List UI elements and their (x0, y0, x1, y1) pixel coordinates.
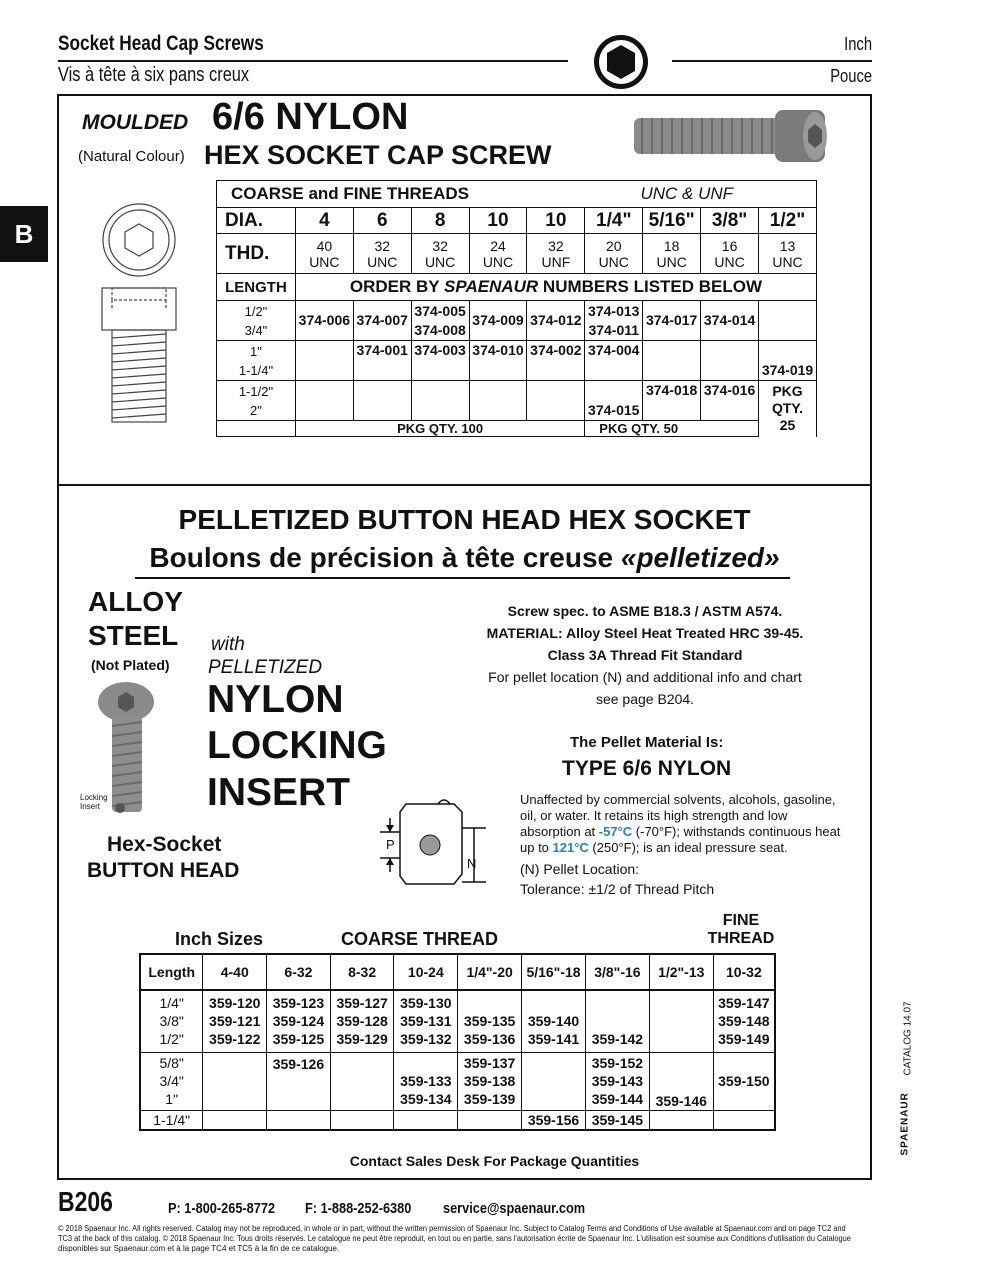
table-header-row (140, 954, 775, 990)
unit-fr: Pouce (830, 66, 872, 86)
dia-cell: 8 (411, 208, 469, 234)
spec-block (440, 600, 850, 710)
table-row: 5/8" 3/4" 1" 359-126 359-133 359-134 359-137 359-138 359-139 359-152 359-143 359-144 359-146 359-150 (140, 1052, 775, 1110)
cap-screw-drawing (94, 198, 184, 428)
dia-cell: 1/2" (759, 208, 817, 234)
dia-cell: 6 (353, 208, 411, 234)
table-row: 1-1/4" 359-156 359-145 (140, 1110, 775, 1130)
pkg-25: 25 (779, 417, 796, 434)
moulded-label: MOULDED (82, 111, 189, 134)
fax-number: F: 1-888-252-6380 (305, 1200, 412, 1217)
fine-thread-label: FINE THREAD (707, 912, 775, 947)
hex-socket-label: Hex-Socket (107, 833, 222, 856)
thd-cell: 16 UNC (701, 234, 759, 274)
thd-cell: 18 UNC (643, 234, 701, 274)
col-header: 1/2"-13 (649, 954, 713, 990)
title-underline (135, 577, 790, 579)
temp-low: -57°C (598, 824, 633, 839)
brand-vertical: SPAENAUR (899, 1092, 911, 1156)
length-cell: 1-1/2" 2" (217, 381, 296, 421)
with-label: with (211, 634, 245, 655)
page-number: B206 (58, 1186, 113, 1217)
col-header: 10-24 (394, 954, 458, 990)
phone-number: P: 1-800-265-8772 (168, 1200, 276, 1217)
page-subtitle: Vis à tête à six pans creux (58, 64, 250, 86)
spec-line: MATERIAL: Alloy Steel Heat Treated HRC 39-45. (486, 625, 804, 641)
table-row: 1/2" 3/4" 374-006 374-007 374-005 374-008 374-009 374-012 374-013 374-011 374-017 374-014 (217, 301, 817, 341)
col-header: 4-40 (203, 954, 267, 990)
length-header-row (217, 274, 817, 301)
col-header: 1/4"-20 (458, 954, 522, 990)
header-rule-right (672, 60, 872, 62)
spec-line: For pellet location (N) and additional info and chart (488, 669, 802, 685)
header-rule-left (58, 60, 568, 62)
brand-name: SPAENAUR (444, 277, 539, 296)
button-head-label: BUTTON HEAD (87, 859, 240, 882)
insert-label: INSERT (207, 771, 351, 814)
unit-en: Inch (844, 34, 872, 54)
spec-line: Class 3A Thread Fit Standard (547, 647, 743, 663)
dia-cell: 4 (295, 208, 353, 234)
product-title: HEX SOCKET CAP SCREW (204, 140, 552, 170)
temp-high: 121°C (552, 840, 589, 855)
pellet-type: TYPE 6/6 NYLON (562, 757, 732, 780)
col-header: Length (140, 954, 203, 990)
pelletized-title: PELLETIZED BUTTON HEAD HEX SOCKET (178, 504, 751, 535)
pellet-description: Unaffected by commercial solvents, alcohols, gasoline, oil, or water. It retains its high strength and low absorption at -57°C (-70°F); withstands continuous heat up to 121°C (250°F); is an ideal pressure seat. (520, 792, 841, 855)
pkg-qty-50: PKG QTY. 50 (585, 421, 759, 437)
tolerance-label: Tolerance: ±1/2 of Thread Pitch (520, 881, 715, 897)
dia-cell: 10 (469, 208, 527, 234)
length-label: LENGTH (217, 274, 296, 301)
dia-cell: 3/8" (701, 208, 759, 234)
diagram-label-n: N (467, 856, 477, 871)
thread-title: COARSE and FINE THREADS (231, 184, 470, 203)
spec-line: Screw spec. to ASME B18.3 / ASTM A574. (507, 603, 783, 619)
contact-note: Contact Sales Desk For Package Quantities (349, 1153, 640, 1169)
col-header: 5/16"-18 (522, 954, 586, 990)
length-cell: 1" 1-1/4" (217, 341, 296, 381)
coarse-thread-label: COARSE THREAD (341, 929, 499, 949)
natural-colour-label: (Natural Colour) (78, 148, 185, 165)
table-row: 1-1/2" 2" 374-015 374-018 374-016 PKG QTY. 25 (217, 381, 817, 421)
pkg-qty-100: PKG QTY. 100 (295, 421, 584, 437)
col-header: 3/8"-16 (585, 954, 649, 990)
section-tab: B (0, 206, 48, 262)
not-plated-label: (Not Plated) (91, 657, 170, 673)
pellet-location-diagram (378, 798, 490, 890)
col-header: 6-32 (267, 954, 331, 990)
thread-standard: UNC & UNF (640, 184, 734, 203)
pellet-location-label: (N) Pellet Location: (520, 861, 640, 877)
pelletized-label: PELLETIZED (208, 657, 323, 678)
inch-sizes-label: Inch Sizes (175, 929, 264, 949)
thd-cell: 20 UNC (585, 234, 643, 274)
catalog-version: CATALOG 14.07 (902, 1001, 914, 1076)
thd-row (217, 234, 817, 274)
locking-label: LOCKING (207, 724, 387, 767)
dia-cell: 5/16" (643, 208, 701, 234)
alloy-label: ALLOY (88, 586, 183, 617)
pelletized-title-fr: Boulons de précision à tête creuse «pelletized» (149, 542, 780, 573)
locking-insert-callout: Locking Insert (80, 793, 108, 811)
thd-label: THD. (217, 234, 296, 274)
order-note: ORDER BY SPAENAUR NUMBERS LISTED BELOW (295, 274, 816, 301)
thd-cell: 40 UNC (295, 234, 353, 274)
col-header: 10-32 (725, 964, 762, 980)
page-title: Socket Head Cap Screws (58, 32, 264, 55)
pellet-material-label: The Pellet Material Is: (570, 734, 724, 751)
thd-cell: 32 UNF (527, 234, 585, 274)
dia-row (217, 208, 817, 234)
nylon-title: 6/6 NYLON (212, 96, 409, 138)
table-row: 1/4" 3/8" 1/2" 359-120 359-121 359-122 359-123 359-124 359-125 359-127 359-128 359-129 359-130 359-131 359-132 359-135 359-136 359-140 359-141 359-142 359-147 359-148 359-149 (140, 990, 775, 1052)
dia-label: DIA. (217, 208, 296, 234)
socket-head-icon (590, 33, 652, 91)
dia-cell: 1/4" (585, 208, 643, 234)
thd-cell: 24 UNC (469, 234, 527, 274)
pkg-row (217, 421, 817, 437)
nylon-label: NYLON (207, 678, 344, 721)
thd-cell: 32 UNC (353, 234, 411, 274)
nylon-screw-table (216, 180, 817, 437)
length-cell: 1/2" 3/4" (217, 301, 296, 341)
table-row: 1" 1-1/4" 374-001 374-003 374-010 374-002 374-004 374-019 (217, 341, 817, 381)
thread-title-row (217, 181, 817, 208)
email-link[interactable]: service@spaenaur.com (443, 1200, 586, 1217)
col-header: 8-32 (330, 954, 394, 990)
button-head-table (139, 953, 776, 1131)
thd-cell: 13 UNC (759, 234, 817, 274)
steel-label: STEEL (88, 620, 179, 651)
spec-line: see page B204. (595, 691, 695, 707)
legal-text: © 2018 Spaenaur Inc. All rights reserved. Catalog may not be reproduced, in whole or in part, without the written permission of Spaenaur Inc. Subject to Catalog Terms and Conditions of Use available at Spaenaur.com and on page TC2 and TC3 at the back of this catalog. © 2018 Spaenaur Inc. Tous droits réservés. Le catalogue ne peut être reproduit, en tout ou en partie, sans l'autorisation écrite de Spaenaur Inc. L'utilisation est soumise aux Conditions d'utilisation du Catalogue disponibles sur Spaenaur.com et à la page TC4 et TC5 à la fin de ce catalogue. (58, 1224, 851, 1253)
diagram-label-p: P (386, 837, 395, 852)
thd-cell: 32 UNC (411, 234, 469, 274)
dia-cell: 10 (527, 208, 585, 234)
cap-screw-image (630, 108, 830, 166)
